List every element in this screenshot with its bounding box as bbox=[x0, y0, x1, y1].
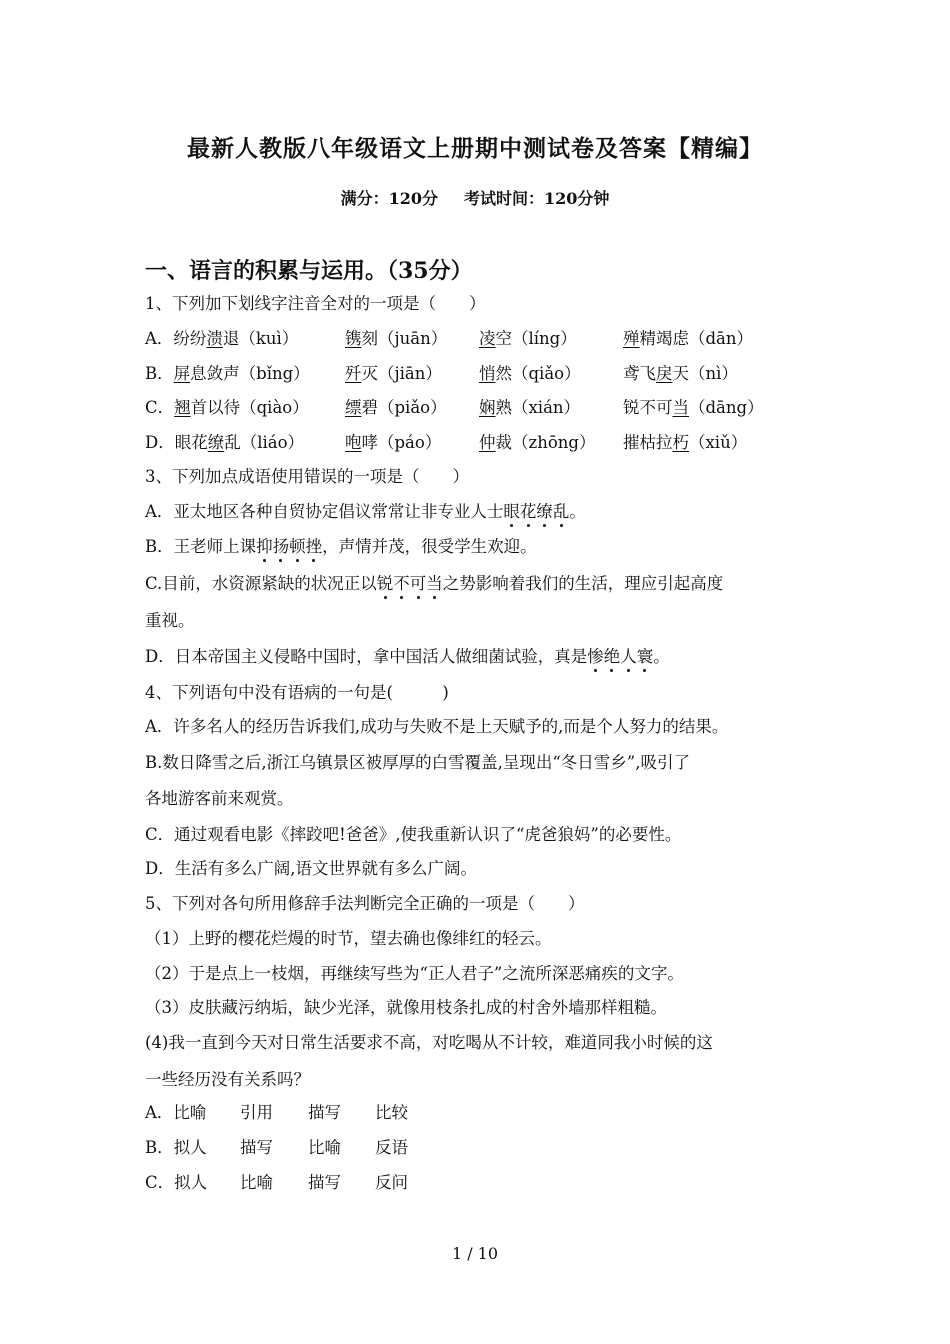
question-5-sentence-2: （2）于是点上一枝烟，再继续写些为“正人君子”之流所深恶痛疾的文字。 bbox=[145, 964, 684, 983]
question-1-option-b-item: B．屏息敛声（bǐng） bbox=[145, 364, 310, 383]
option-label: C． bbox=[145, 398, 175, 417]
option-label: D． bbox=[145, 433, 175, 452]
question-1-option-d-item: 咆哮（páo） bbox=[345, 433, 442, 452]
question-3-option-c-cont: 重视。 bbox=[145, 611, 195, 630]
question-3-option-b: B．王老师上课抑扬顿挫，声情并茂，很受学生欢迎。 bbox=[145, 537, 537, 556]
question-3-option-d: D．日本帝国主义侵略中国时，拿中国活人做细菌试验，真是惨绝人寰。 bbox=[145, 647, 670, 666]
question-5-sentence-1: （1）上野的樱花烂熳的时节，望去确也像绯红的轻云。 bbox=[145, 929, 552, 948]
question-1-option-a-item: 殚精竭虑（dān） bbox=[623, 329, 754, 348]
question-1-option-d-item: D．眼花缭乱（liáo） bbox=[145, 433, 305, 452]
question-4-option-b-cont: 各地游客前来观赏。 bbox=[145, 789, 294, 808]
question-1-option-d-item: 仲裁（zhōng） bbox=[479, 433, 596, 452]
option-label: A． bbox=[145, 329, 174, 348]
question-4-option-b: B.数日降雪之后,浙江乌镇景区被厚厚的白雪覆盖,呈现出“冬日雪乡”,吸引了 bbox=[145, 753, 690, 772]
question-4-stem: 4、下列语句中没有语病的一句是( ) bbox=[145, 683, 449, 702]
question-5-option-item: 比喻 bbox=[308, 1138, 341, 1157]
question-5-stem: 5、下列对各句所用修辞手法判断完全正确的一项是（ ） bbox=[145, 894, 585, 913]
question-5-option-item: 引用 bbox=[240, 1103, 273, 1122]
question-5-option-item: 比较 bbox=[375, 1103, 408, 1122]
question-5-option-item: 描写 bbox=[308, 1103, 341, 1122]
question-5-option-item: 反语 bbox=[375, 1138, 408, 1157]
question-5-option-item: B．拟人 bbox=[145, 1138, 207, 1157]
full-score: 满分：120分 bbox=[340, 189, 438, 208]
question-3-option-c: C.目前，水资源紧缺的状况正以锐不可当之势影响着我们的生活，理应引起高度 bbox=[145, 574, 724, 593]
question-5-option-item: C．拟人 bbox=[145, 1173, 208, 1192]
question-4-option-d: D．生活有多么广阔,语文世界就有多么广阔。 bbox=[145, 859, 477, 878]
question-5-sentence-4-cont: 一些经历没有关系吗？ bbox=[145, 1070, 310, 1089]
page-number: 1 / 10 bbox=[451, 1244, 499, 1263]
question-1-option-b-item: 悄然（qiǎo） bbox=[479, 364, 581, 383]
exam-info bbox=[0, 186, 950, 209]
question-1-option-b-item: 鸢飞戾天（nì） bbox=[623, 364, 738, 383]
question-1-option-c-item: C．翘首以待（qiào） bbox=[145, 398, 309, 417]
question-5-option-item: 反问 bbox=[375, 1173, 408, 1192]
question-1-option-c-item: 娴熟（xián） bbox=[479, 398, 581, 417]
question-3-stem: 3、下列加点成语使用错误的一项是（ ） bbox=[145, 467, 469, 486]
question-3-option-a: A．亚太地区各种自贸协定倡议常常让非专业人士眼花缭乱。 bbox=[145, 502, 586, 521]
question-1-option-a-item: 镌刻（juān） bbox=[345, 329, 448, 348]
question-1-option-c-item: 锐不可当（dāng） bbox=[623, 398, 764, 417]
question-5-option-item: 比喻 bbox=[240, 1173, 273, 1192]
question-5-sentence-4: (4)我一直到今天对日常生活要求不高，对吃喝从不计较，难道同我小时候的这 bbox=[145, 1033, 713, 1052]
question-1-option-a-item: 凌空（líng） bbox=[479, 329, 577, 348]
question-5-option-item: 描写 bbox=[240, 1138, 273, 1157]
question-1-option-d-item: 摧枯拉朽（xiǔ） bbox=[623, 433, 748, 452]
question-1-stem: 1、下列加下划线字注音全对的一项是（ ） bbox=[145, 294, 486, 313]
question-4-option-a: A．许多名人的经历告诉我们,成功与失败不是上天赋予的,而是个人努力的结果。 bbox=[145, 717, 729, 736]
question-5-sentence-3: （3）皮肤藏污纳垢，缺少光泽，就像用枝条扎成的村舍外墙那样粗糙。 bbox=[145, 998, 667, 1017]
question-5-option-item: 描写 bbox=[308, 1173, 341, 1192]
question-4-option-c: C．通过观看电影《摔跤吧!爸爸》,使我重新认识了“虎爸狼妈”的必要性。 bbox=[145, 825, 682, 844]
question-1-option-b-item: 歼灭（jiān） bbox=[345, 364, 442, 383]
document-title: 最新人教版八年级语文上册期中测试卷及答案【精编】 bbox=[187, 135, 763, 162]
section-heading: 一、语言的积累与运用。（35分） bbox=[145, 258, 473, 284]
question-5-option-item: A．比喻 bbox=[145, 1103, 207, 1122]
exam-time: 考试时间：120分钟 bbox=[464, 189, 610, 208]
question-1-option-a-item: A．纷纷溃退（kuì） bbox=[145, 329, 299, 348]
question-1-option-c-item: 缥碧（piǎo） bbox=[345, 398, 447, 417]
option-label: B． bbox=[145, 364, 174, 383]
